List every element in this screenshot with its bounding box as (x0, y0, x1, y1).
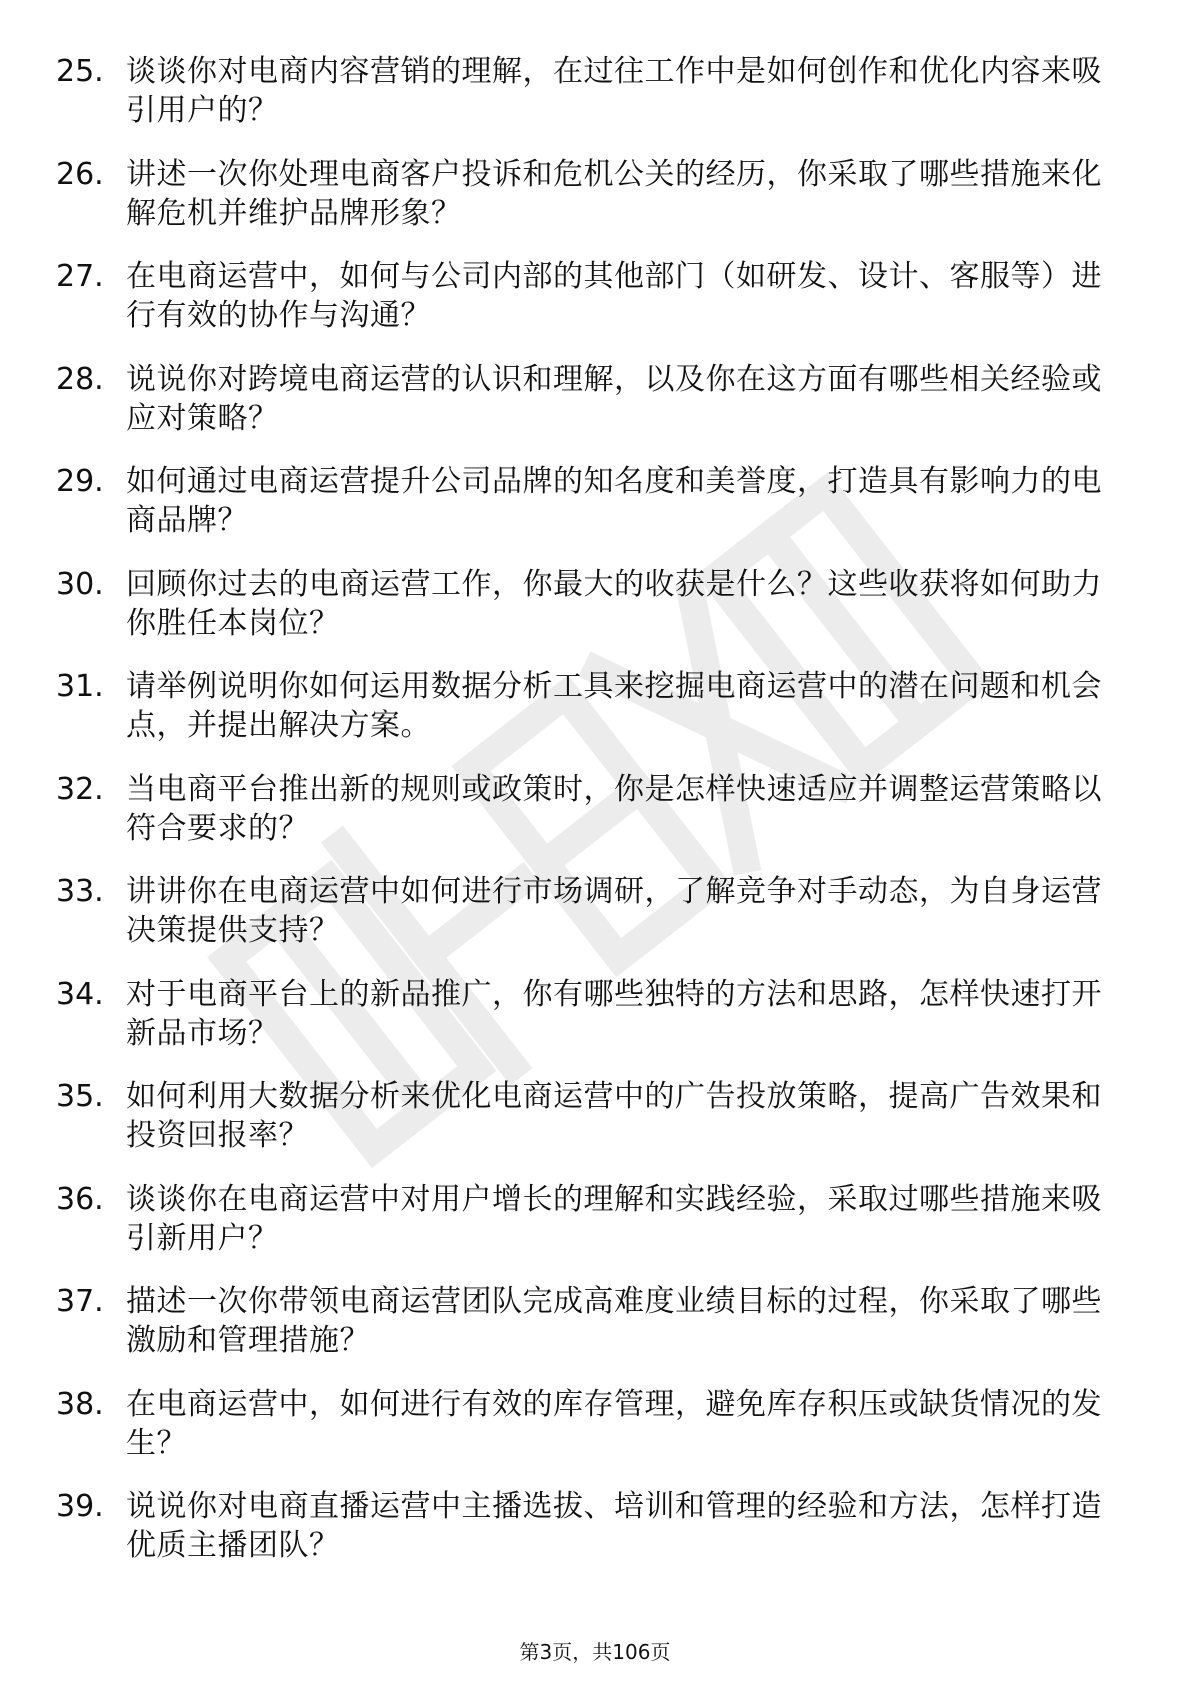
question-item (56, 1487, 1126, 1590)
page-footer (0, 1640, 1190, 1664)
question-text: 谈谈你对电商内容营销的理解，在过往工作中是如何创作和优化内容来吸引用户的？ (126, 54, 1102, 128)
question-item (56, 1385, 1126, 1488)
question-number: 28. (56, 361, 104, 397)
question-text: 讲讲你在电商运营中如何进行市场调研，了解竞争对手动态，为自身运营决策提供支持？ (126, 874, 1102, 948)
question-number: 39. (56, 1489, 104, 1524)
question-number: 33. (56, 874, 104, 909)
question-text: 对于电商平台上的新品推广，你有哪些独特的方法和思路，怎样快速打开新品市场？ (126, 976, 1102, 1051)
question-number: 36. (56, 1181, 104, 1217)
question-number: 26. (56, 156, 104, 192)
question-text: 讲述一次你处理电商客户投诉和危机公关的经历，你采取了哪些措施来化解危机并维护品牌形象？ (126, 156, 1102, 231)
question-item (56, 155, 1126, 258)
question-text: 描述一次你带领电商运营团队完成高难度业绩目标的过程，你采取了哪些激励和管理措施？ (126, 1284, 1102, 1358)
question-item (56, 565, 1126, 668)
question-text: 说说你对跨境电商运营的认识和理解，以及你在这方面有哪些相关经验或应对策略？ (126, 361, 1102, 436)
question-number: 30. (56, 566, 104, 602)
question-number: 38. (56, 1386, 104, 1422)
question-item (56, 770, 1126, 873)
question-item (56, 1282, 1126, 1385)
question-number: 35. (56, 1079, 104, 1114)
question-number: 34. (56, 976, 104, 1012)
question-item (56, 360, 1126, 463)
question-number: 25. (56, 54, 104, 89)
question-item (56, 975, 1126, 1078)
question-text: 请举例说明你如何运用数据分析工具来挖掘电商运营中的潜在问题和机会点，并提出解决方案。 (126, 669, 1102, 743)
question-item (56, 52, 1126, 155)
question-item (56, 667, 1126, 770)
question-item (56, 872, 1126, 975)
question-text: 谈谈你在电商运营中对用户增长的理解和实践经验，采取过哪些措施来吸引新用户？ (126, 1181, 1102, 1256)
question-number: 32. (56, 771, 104, 807)
question-number: 31. (56, 669, 104, 704)
question-text: 如何利用大数据分析来优化电商运营中的广告投放策略，提高广告效果和投资回报率？ (126, 1079, 1102, 1153)
question-item (56, 1077, 1126, 1180)
question-text: 如何通过电商运营提升公司品牌的知名度和美誉度，打造具有影响力的电商品牌？ (126, 464, 1102, 538)
question-text: 说说你对电商直播运营中主播选拔、培训和管理的经验和方法，怎样打造优质主播团队？ (126, 1489, 1102, 1563)
question-text: 当电商平台推出新的规则或政策时，你是怎样快速适应并调整运营策略以符合要求的？ (126, 771, 1102, 846)
question-item (56, 462, 1126, 565)
question-text: 在电商运营中，如何进行有效的库存管理，避免库存积压或缺货情况的发生？ (126, 1386, 1102, 1461)
question-number: 29. (56, 464, 104, 499)
question-number: 27. (56, 259, 104, 294)
question-number: 37. (56, 1284, 104, 1319)
question-text: 在电商运营中，如何与公司内部的其他部门（如研发、设计、客服等）进行有效的协作与沟通？ (126, 259, 1102, 333)
question-text: 回顾你过去的电商运营工作，你最大的收获是什么？这些收获将如何助力你胜任本岗位？ (126, 566, 1102, 641)
page-number-label: 第3页，共106页 (519, 1640, 671, 1664)
question-item (56, 257, 1126, 360)
question-list (56, 52, 1126, 1590)
question-item (56, 1180, 1126, 1283)
